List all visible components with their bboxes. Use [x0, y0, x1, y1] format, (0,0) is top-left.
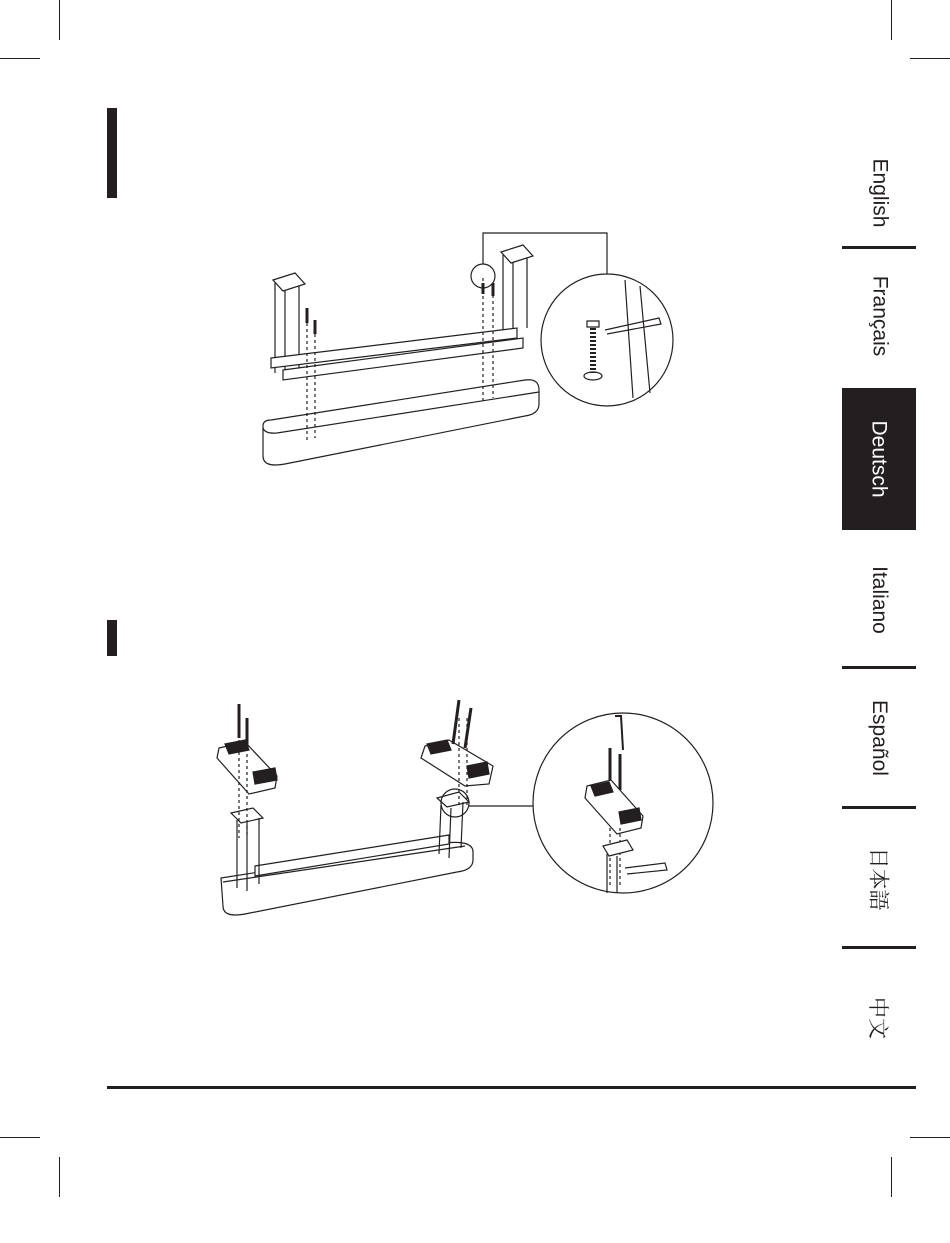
tab-espanol[interactable]: [842, 672, 916, 804]
crop-mark: [891, 0, 892, 40]
tab-label: Français: [868, 275, 891, 357]
footer-rule: [107, 1086, 916, 1089]
crop-mark: [59, 1157, 60, 1197]
crop-mark: [891, 1157, 892, 1197]
tab-label: 日本語: [866, 847, 889, 911]
crop-mark: [910, 58, 950, 59]
tab-italiano[interactable]: [842, 535, 916, 665]
tab-label: Español: [868, 700, 892, 776]
tab-chinese[interactable]: [842, 952, 916, 1084]
tab-divider: [842, 666, 916, 669]
tab-label: Deutsch: [868, 420, 892, 498]
step-marker-1: [107, 108, 117, 198]
tab-label: 中文: [866, 997, 889, 1039]
tab-francais[interactable]: [842, 252, 916, 380]
crop-mark: [910, 1137, 950, 1138]
bench-leg-feet-assembly-diagram: [215, 688, 715, 923]
crop-mark: [0, 1137, 40, 1138]
crop-mark: [0, 58, 40, 59]
bench-crossbar-assembly-diagram: [255, 228, 675, 478]
tab-divider: [842, 246, 916, 249]
crop-mark: [59, 0, 60, 40]
tab-label: English: [867, 158, 891, 227]
tab-divider: [842, 806, 916, 809]
tab-label: Italiano: [868, 566, 891, 634]
tab-divider: [842, 946, 916, 949]
step-marker-2: [107, 620, 117, 656]
tab-english[interactable]: [842, 140, 916, 245]
tab-japanese[interactable]: [842, 812, 916, 946]
tab-deutsch[interactable]: [842, 388, 916, 530]
